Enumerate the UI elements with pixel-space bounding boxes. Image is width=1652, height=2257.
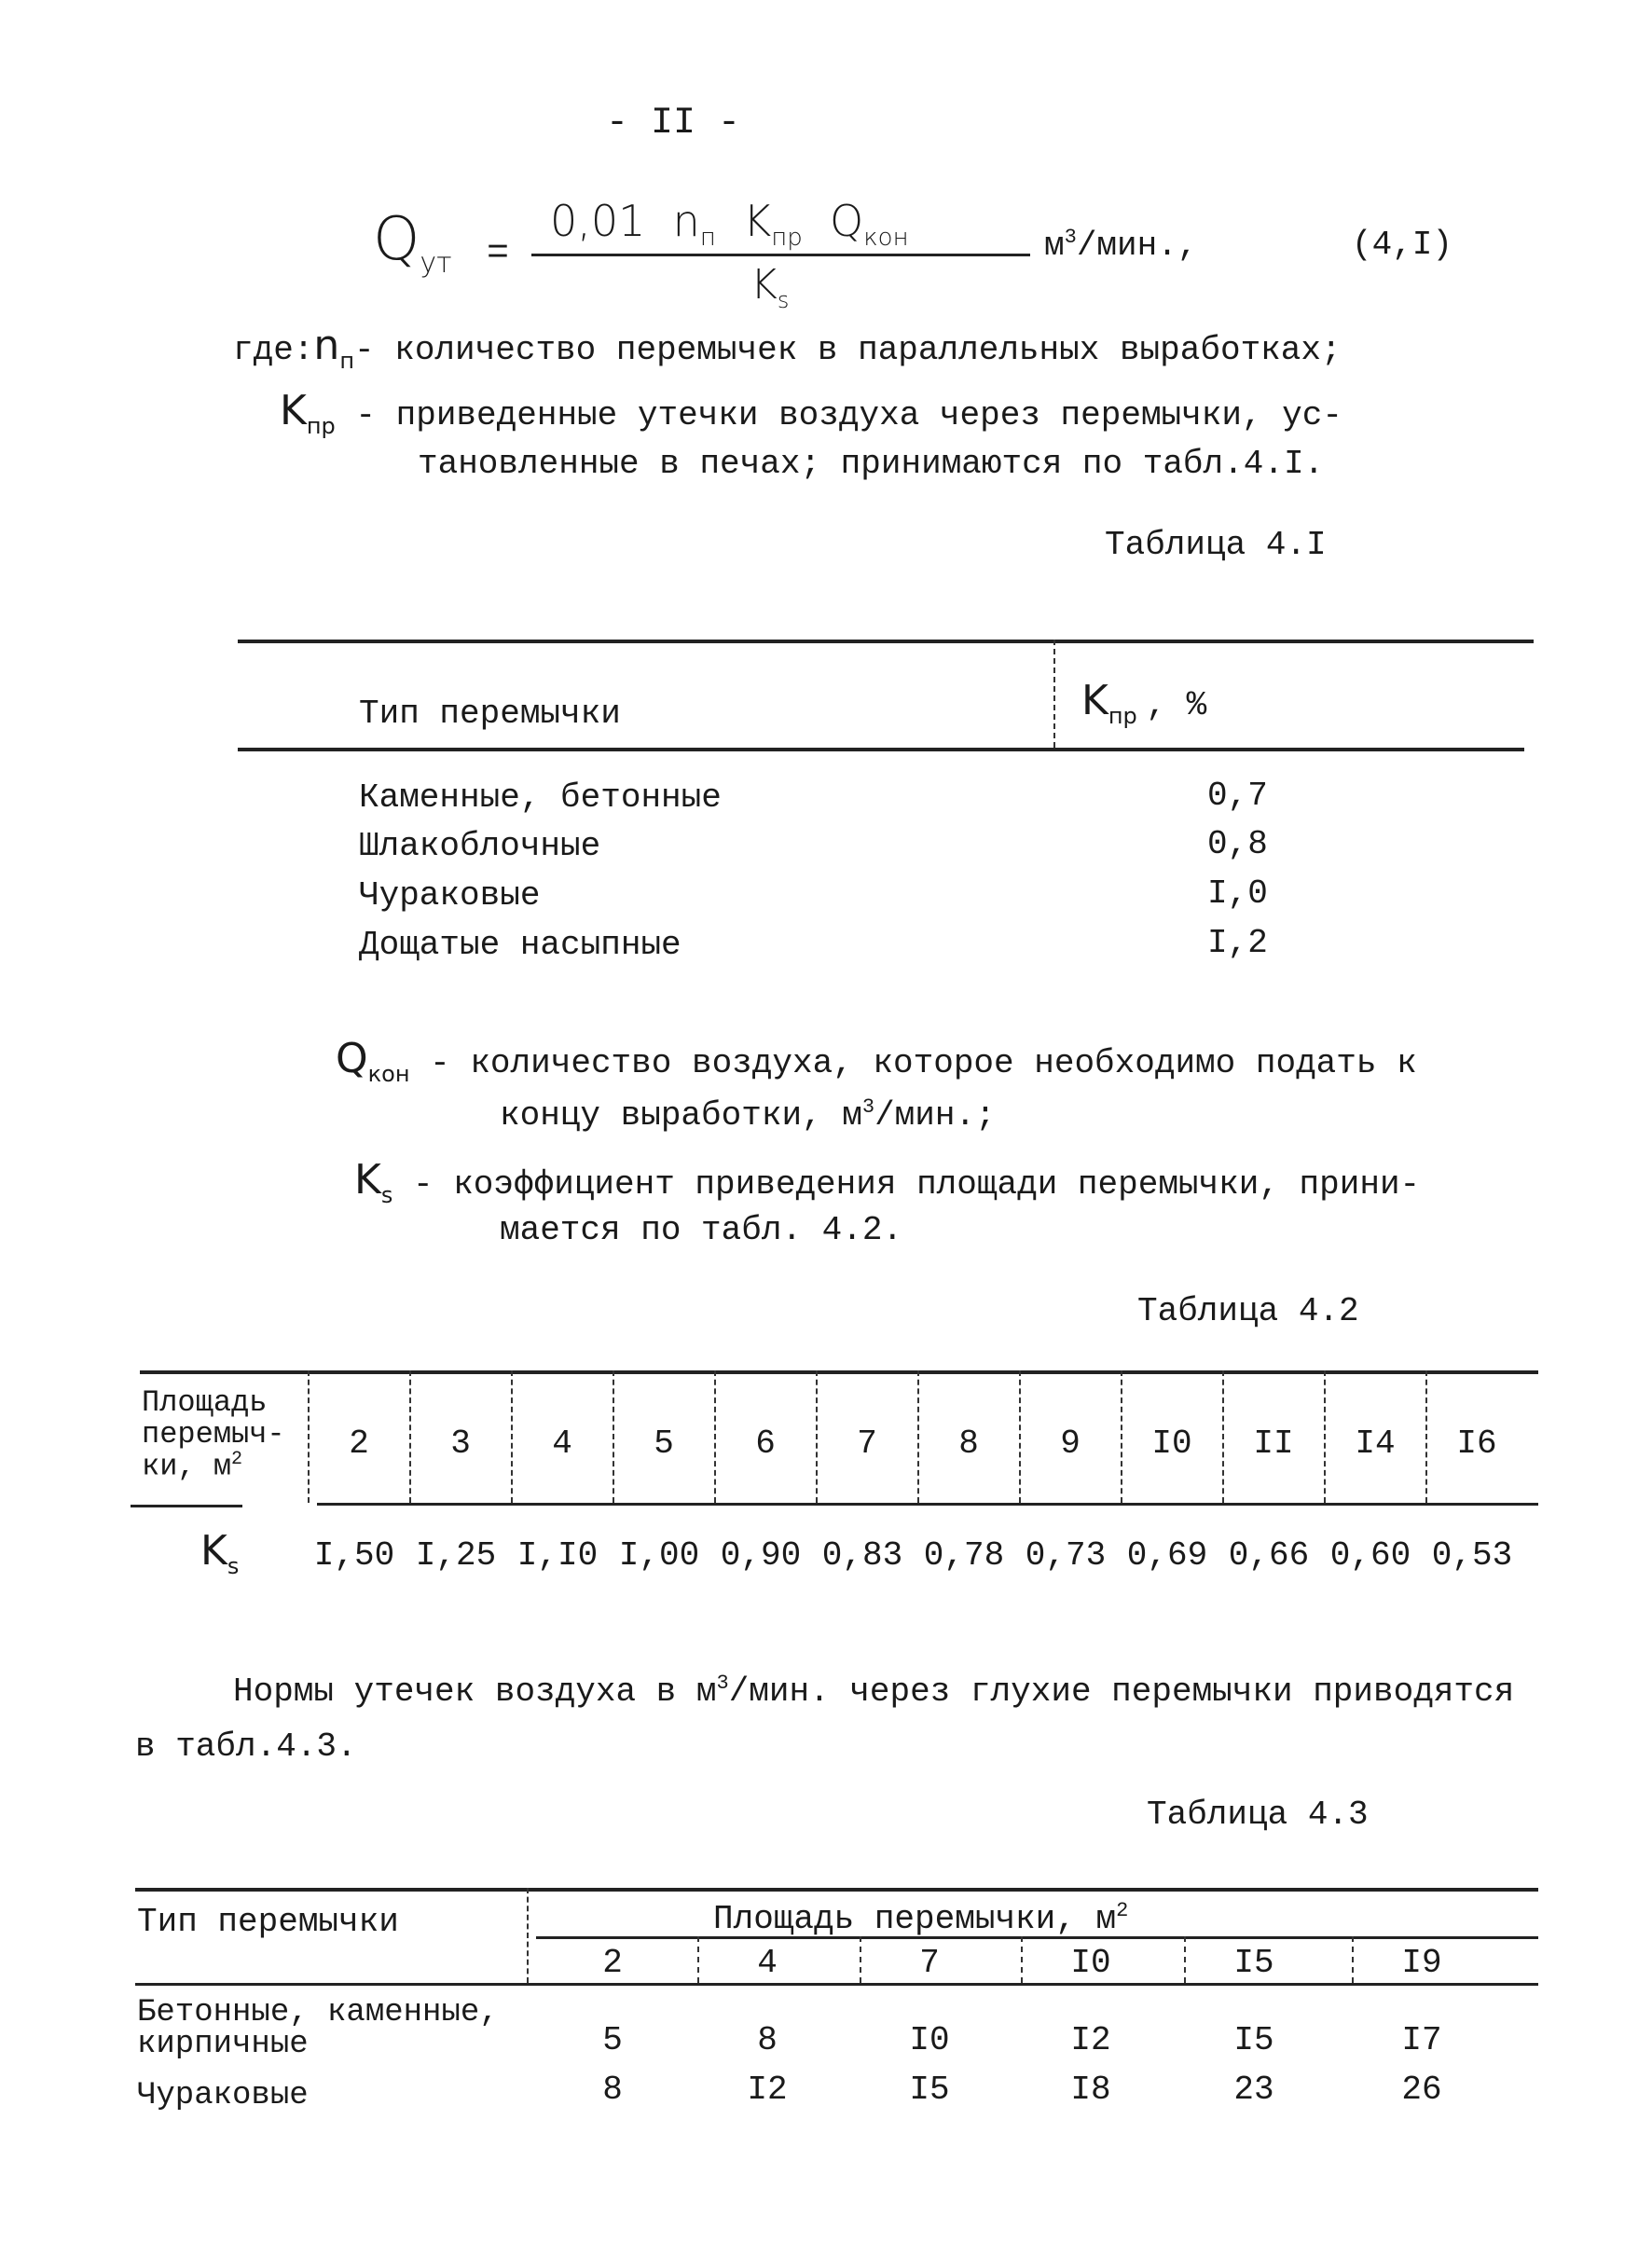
formula-4-1 [373,196,1492,313]
table-4-1-col2-header [1081,677,1206,729]
table-4-3-col-separator [1352,1936,1354,1983]
def-q-line [336,1035,1417,1088]
formula-den-symbol: K [750,261,778,309]
formula-q-sub: кон [863,224,909,253]
table-4-3-top-rule [135,1888,1538,1892]
def-k-text-1: - приведенные утечки воздуха через перемычки, ус- [355,396,1342,434]
table-4-2-area-cell: 9 [1060,1424,1081,1463]
table-4-2-ks-cell: 0,83 [821,1536,903,1575]
table-4-3-col-separator [1184,1936,1186,1983]
table-4-2-col-separator [308,1370,310,1503]
def-k-text-2: тановленные в печах; принимаются по табл.4.I. [418,445,1325,483]
formula-lhs [373,205,452,280]
page-number: - II - [606,103,741,145]
table-4-1-row-2-type: Шлакоблочные [359,827,601,865]
table-4-3-value-cell: I5 [909,2071,950,2109]
table-4-2-area-cell: I6 [1456,1424,1497,1463]
table-4-2-ks-cell: I,I0 [516,1536,599,1575]
def-where: где: [233,331,314,369]
table-4-2-col-separator [714,1370,716,1503]
table-4-2-col-separator [1425,1370,1427,1503]
table-4-1-row-3-type: Чураковые [359,876,541,915]
table-4-2-ks-symbol: $K_s$ [200,1527,240,1579]
table-4-2-header-rule [317,1503,1538,1506]
table-4-1-col1-header: Тип перемычки [359,695,621,733]
table-4-3-value-cell: I5 [1233,2021,1274,2059]
table-4-2-area-cell: 4 [552,1424,572,1463]
formula-n: n [672,196,700,246]
table-4-2-ks-cell: 0,53 [1431,1536,1513,1575]
table-4-1-row-1-value: 0,7 [1207,777,1268,815]
def-ks-line [354,1156,1420,1209]
table-4-3-header-rule [135,1983,1538,1986]
table-4-3-value-cell: I8 [1070,2071,1111,2109]
formula-number: (4,I) [1352,226,1453,264]
def-ks-symbol: $K_s$ [354,1156,393,1208]
table-4-3-area-cell: I0 [1070,1944,1111,1982]
norms-line-2: в табл.4.3. [135,1727,357,1766]
table-4-2-ks-cell: 0,90 [720,1536,802,1575]
table-4-2-col-separator [1019,1370,1021,1503]
table-4-3-col-separator [697,1936,699,1983]
formula-q: Q [830,196,864,246]
table-4-1-unit: , % [1146,686,1207,724]
table-4-2-area-cell: 8 [958,1424,979,1463]
table-4-2-ks-cell: I,00 [618,1536,700,1575]
table-4-3-area-cell: 2 [602,1944,623,1982]
table-4-3-col-separator [860,1936,861,1983]
table-4-3-main-separator [527,1888,529,1983]
table-4-1-row-3-value: I,0 [1207,874,1268,913]
formula-lhs-symbol: Q [373,205,420,274]
formula-const: 0,01 [550,196,646,246]
table-4-3-value-cell: 8 [602,2071,623,2109]
def-q-text-2: концу выработки, $м^3$/мин.; [500,1095,996,1135]
def-k-line [280,387,1342,440]
table-4-3-area-cell: I9 [1401,1944,1442,1982]
formula-unit [1044,226,1197,265]
table-4-2-col-separator [613,1370,614,1503]
table-4-3-row-1-type: Бетонные, каменные, кирпичные [137,1995,499,2062]
table-4-2-ks-cell: 0,69 [1126,1536,1208,1575]
table-4-3-value-cell: 5 [602,2021,623,2059]
table-4-1-row-4-type: Дощатые насыпные [359,926,681,964]
table-4-3-row-2-type: Чураковые [137,2078,309,2113]
def-ks-text-1: - коэффициент приведения площади перемычки, прини- [412,1165,1421,1204]
norms-line-1: Нормы утечек воздуха в $м^3$/мин. через глухие перемычки приводятся [233,1672,1515,1711]
table-4-3-area-cell: 7 [919,1944,940,1982]
table-4-2-col-separator [1324,1370,1326,1503]
table-4-3-value-cell: I2 [747,2071,788,2109]
def-n-symbol: $n_п$ [313,322,355,374]
table-4-2-col-separator [511,1370,513,1503]
table-4-2-ks-cell: I,25 [415,1536,497,1575]
table-4-2-col-separator [1121,1370,1122,1503]
table-4-2-area-cell: I4 [1355,1424,1396,1463]
table-4-1-row-2-value: 0,8 [1207,825,1268,863]
table-4-1-caption: Таблица 4.I [1105,526,1327,564]
table-4-2-ks-cell: 0,66 [1228,1536,1310,1575]
def-q-symbol: $Q_{кон}$ [336,1035,410,1087]
formula-n-sub: п [699,224,716,253]
formula-unit-rest: /мин., [1076,227,1198,265]
formula-equals: = [487,233,510,275]
table-4-3-col1-header: Тип перемычки [137,1903,399,1941]
table-4-2-top-rule [140,1370,1538,1374]
table-4-1-top-rule [238,640,1534,643]
formula-fraction-bar [531,254,1030,256]
table-4-2-area-cell: II [1253,1424,1294,1463]
formula-k-sub: пр [771,224,803,253]
table-4-2-ks-cell: 0,60 [1329,1536,1411,1575]
table-4-2-ks-cell: 0,78 [923,1536,1005,1575]
table-4-3-sub-rule [536,1936,1538,1939]
table-4-2-area-cell: I0 [1151,1424,1192,1463]
table-4-1-header-separator [1053,640,1055,748]
table-4-1-row-4-value: I,2 [1207,924,1268,962]
table-4-2-area-cell: 3 [450,1424,471,1463]
table-4-2-area-cell: 5 [654,1424,674,1463]
formula-k: K [743,196,772,246]
table-4-3-value-cell: I2 [1070,2021,1111,2059]
def-q-text-1: - количество воздуха, которое необходимо подать к [430,1044,1417,1082]
def-ks-text-2: мается по табл. 4.2. [500,1211,903,1249]
formula-den-sub: s [777,286,790,313]
formula-unit-sup: 3 [1064,226,1077,249]
table-4-2-col-separator [917,1370,919,1503]
table-4-2-area-cell: 7 [857,1424,877,1463]
formula-denominator [750,261,789,313]
def-n-text: - количество перемычек в параллельных выработках; [354,331,1342,369]
formula-unit-main: м [1044,227,1065,265]
table-4-3-value-cell: I7 [1401,2021,1442,2059]
table-4-2-col-separator [816,1370,818,1503]
table-4-1-header-rule [238,748,1524,751]
table-4-2 [140,1370,1538,1585]
table-4-2-area-cell: 2 [349,1424,369,1463]
table-4-3-area-cell: 4 [757,1944,778,1982]
table-4-2-col-separator [1222,1370,1224,1503]
table-4-2-caption: Таблица 4.2 [1137,1292,1359,1330]
table-4-3 [135,1888,1538,2130]
table-4-3-caption: Таблица 4.3 [1147,1796,1369,1834]
table-4-3-value-cell: 26 [1401,2071,1442,2109]
table-4-2-ks-cell: 0,73 [1025,1536,1107,1575]
table-4-3-value-cell: 23 [1233,2071,1274,2109]
table-4-1-k-symbol: $K_{пр}$ [1081,677,1137,729]
def-k-symbol: $K_{пр}$ [280,387,336,439]
def-n-line [233,322,1342,375]
formula-lhs-sub: ут [420,246,452,280]
table-4-2-left-rule [131,1505,242,1507]
table-4-3-area-cell: I5 [1233,1944,1274,1982]
table-4-3-col-separator [1021,1936,1023,1983]
table-4-3-value-cell: I0 [909,2021,950,2059]
table-4-2-area-cell: 6 [755,1424,776,1463]
table-4-1-row-1-type: Каменные, бетонные [359,778,722,817]
formula-numerator [550,196,909,252]
table-4-2-ks-cell: I,50 [313,1536,395,1575]
table-4-2-area-label: Площадь перемыч- ки, $м^2$ [142,1385,285,1484]
table-4-2-col-separator [409,1370,411,1503]
table-4-3-group-header: Площадь перемычки, $м^2$ [713,1899,1129,1938]
table-4-3-value-cell: 8 [757,2021,778,2059]
